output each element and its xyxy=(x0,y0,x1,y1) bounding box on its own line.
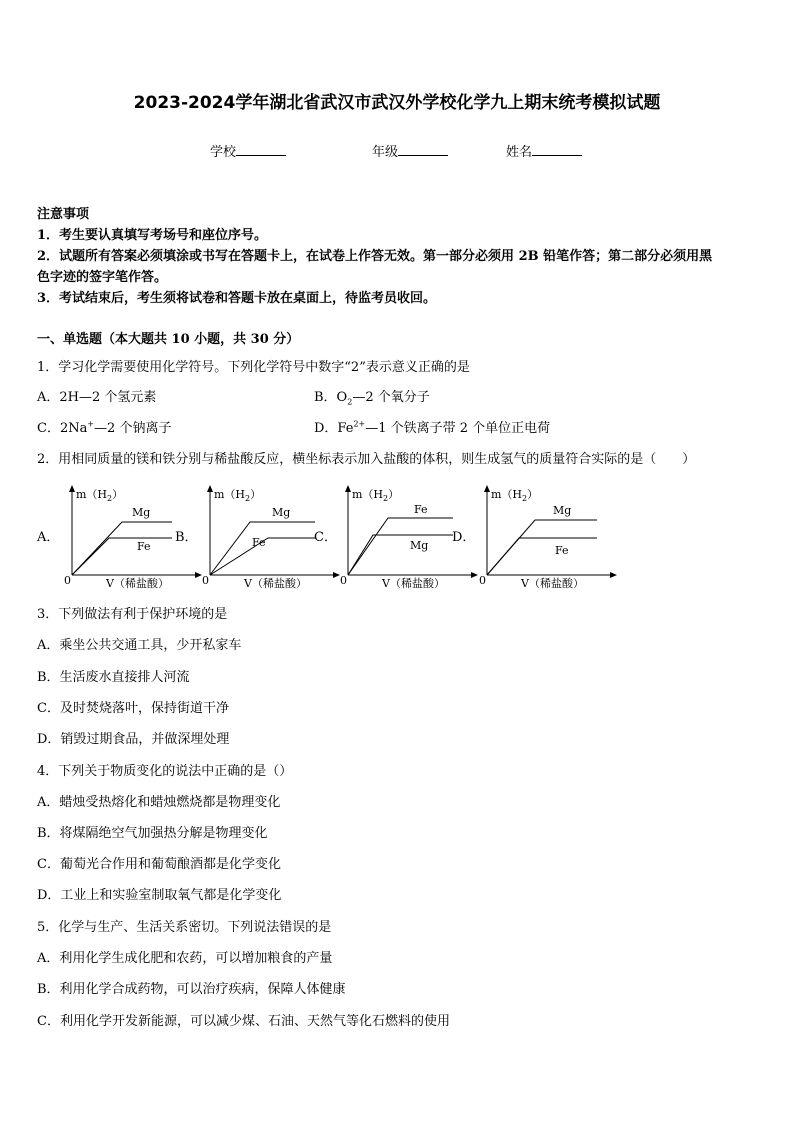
name-blank xyxy=(532,143,582,156)
q5-option-c: C．利用化学开发新能源，可以减少煤、石油、天然气等化石燃料的使用 xyxy=(37,1014,450,1029)
series-label-bottom: Fe xyxy=(252,536,266,549)
section-heading: 一、单选题（本大题共 10 小题，共 30 分） xyxy=(37,332,300,347)
q5-option-a: A．利用化学生成化肥和农药，可以增加粮食的产量 xyxy=(37,951,333,966)
q4-option-a: A．蜡烛受热熔化和蜡烛燃烧都是物理变化 xyxy=(37,795,281,810)
fe-line xyxy=(348,518,453,575)
q2-graph-b xyxy=(200,480,340,590)
q1-option-a: A．2H—2 个氢元素 xyxy=(37,390,157,405)
fe-line xyxy=(72,538,172,575)
q2-graph-a xyxy=(62,480,202,590)
q1-option-b: B．$O_2—2$ 个氧分子 xyxy=(314,390,430,407)
school-blank xyxy=(236,143,286,156)
q3-option-c: C．及时焚烧落叶，保持街道干净 xyxy=(37,701,229,716)
grade-label: 年级 xyxy=(372,145,399,160)
series-label-top: Mg xyxy=(272,506,291,519)
series-label-bottom: Fe xyxy=(137,540,151,553)
q3-option-a: A．乘坐公共交通工具，少开私家车 xyxy=(37,638,242,653)
question-4-stem: 4．下列关于物质变化的说法中正确的是（） xyxy=(37,764,293,779)
grade-blank xyxy=(398,143,448,156)
y-axis-label: $m(H_2)$ xyxy=(491,488,539,503)
notice-item: 1．考生要认真填写考场号和座位序号。 xyxy=(37,228,268,243)
question-1-stem: 1．学习化学需要使用化学符号。下列化学符号中数字“2”表示意义正确的是 xyxy=(37,360,470,375)
y-axis-label: $m(H_2)$ xyxy=(76,488,124,503)
mg-line xyxy=(348,535,453,575)
question-2-stem: 2．用相同质量的镁和铁分别与稀盐酸反应，横坐标表示加入盐酸的体积，则生成氢气的质量符合实际的是（ ） xyxy=(37,452,696,467)
notice-item: 2．试题所有答案必须填涂或书写在答题卡上，在试卷上作答无效。第一部分必须用 2B 铅笔作答；第二部分必须用黑 xyxy=(37,249,713,264)
series-label-bottom: Mg xyxy=(410,539,429,552)
q2-graph-c xyxy=(338,480,478,590)
x-axis-label: V（稀盐酸） xyxy=(382,577,445,590)
q4-option-c: C．葡萄光合作用和葡萄酿酒都是化学变化 xyxy=(37,857,281,872)
q5-option-b: B．利用化学合成药物，可以治疗疾病，保障人体健康 xyxy=(37,982,346,997)
fe-line xyxy=(487,538,597,575)
origin-label: 0 xyxy=(479,574,486,587)
q2-option-b-label: B． xyxy=(175,530,198,545)
mg-line xyxy=(72,522,172,575)
notice-item: 3．考试结束后，考生须将试卷和答题卡放在桌面上，待监考员收回。 xyxy=(37,291,437,306)
school-label: 学校 xyxy=(210,145,237,160)
origin-label: 0 xyxy=(202,574,209,587)
q2-option-d-label: D． xyxy=(452,530,476,545)
series-label-top: Mg xyxy=(553,504,572,517)
origin-label: 0 xyxy=(64,574,71,587)
name-label: 姓名 xyxy=(506,145,533,160)
q1-option-c: C．2Na+—2 个钠离子 xyxy=(37,419,172,436)
q2-option-c-label: C． xyxy=(314,530,337,545)
series-label-top: Fe xyxy=(414,503,428,516)
question-3-stem: 3．下列做法有利于保护环境的是 xyxy=(37,607,228,622)
q3-option-b: B．生活废水直接排人河流 xyxy=(37,670,190,685)
q2-option-a-label: A． xyxy=(37,530,60,545)
question-5-stem: 5．化学与生产、生活关系密切。下列说法错误的是 xyxy=(37,920,332,935)
q1-option-d: D．$Fe^{2+}—1$ 个铁离子带 2 个单位正电荷 xyxy=(314,419,551,436)
q4-option-b: B．将煤隔绝空气加强热分解是物理变化 xyxy=(37,826,268,841)
x-axis-label: V（稀盐酸） xyxy=(244,577,307,590)
y-axis-label: $m(H_2)$ xyxy=(352,488,400,503)
mg-line xyxy=(487,520,597,575)
x-axis-label: V（稀盐酸） xyxy=(106,577,169,590)
notice-item: 色字迹的签字笔作答。 xyxy=(37,270,168,285)
origin-label: 0 xyxy=(340,574,347,587)
q2-graph-d xyxy=(477,480,617,590)
q3-option-d: D．销毁过期食品，并做深埋处理 xyxy=(37,732,230,747)
name-field xyxy=(506,141,582,160)
notice-heading: 注意事项 xyxy=(37,207,90,222)
grade-field xyxy=(372,141,448,160)
page-title: 2023-2024学年湖北省武汉市武汉外学校化学九上期末统考模拟试题 xyxy=(133,93,661,113)
series-label-top: Mg xyxy=(132,506,151,519)
school-field xyxy=(210,141,286,160)
series-label-bottom: Fe xyxy=(555,544,569,557)
x-axis-label: V（稀盐酸） xyxy=(521,577,584,590)
q4-option-d: D．工业上和实验室制取氧气都是化学变化 xyxy=(37,888,282,903)
y-axis-label: $m(H_2)$ xyxy=(214,488,262,503)
